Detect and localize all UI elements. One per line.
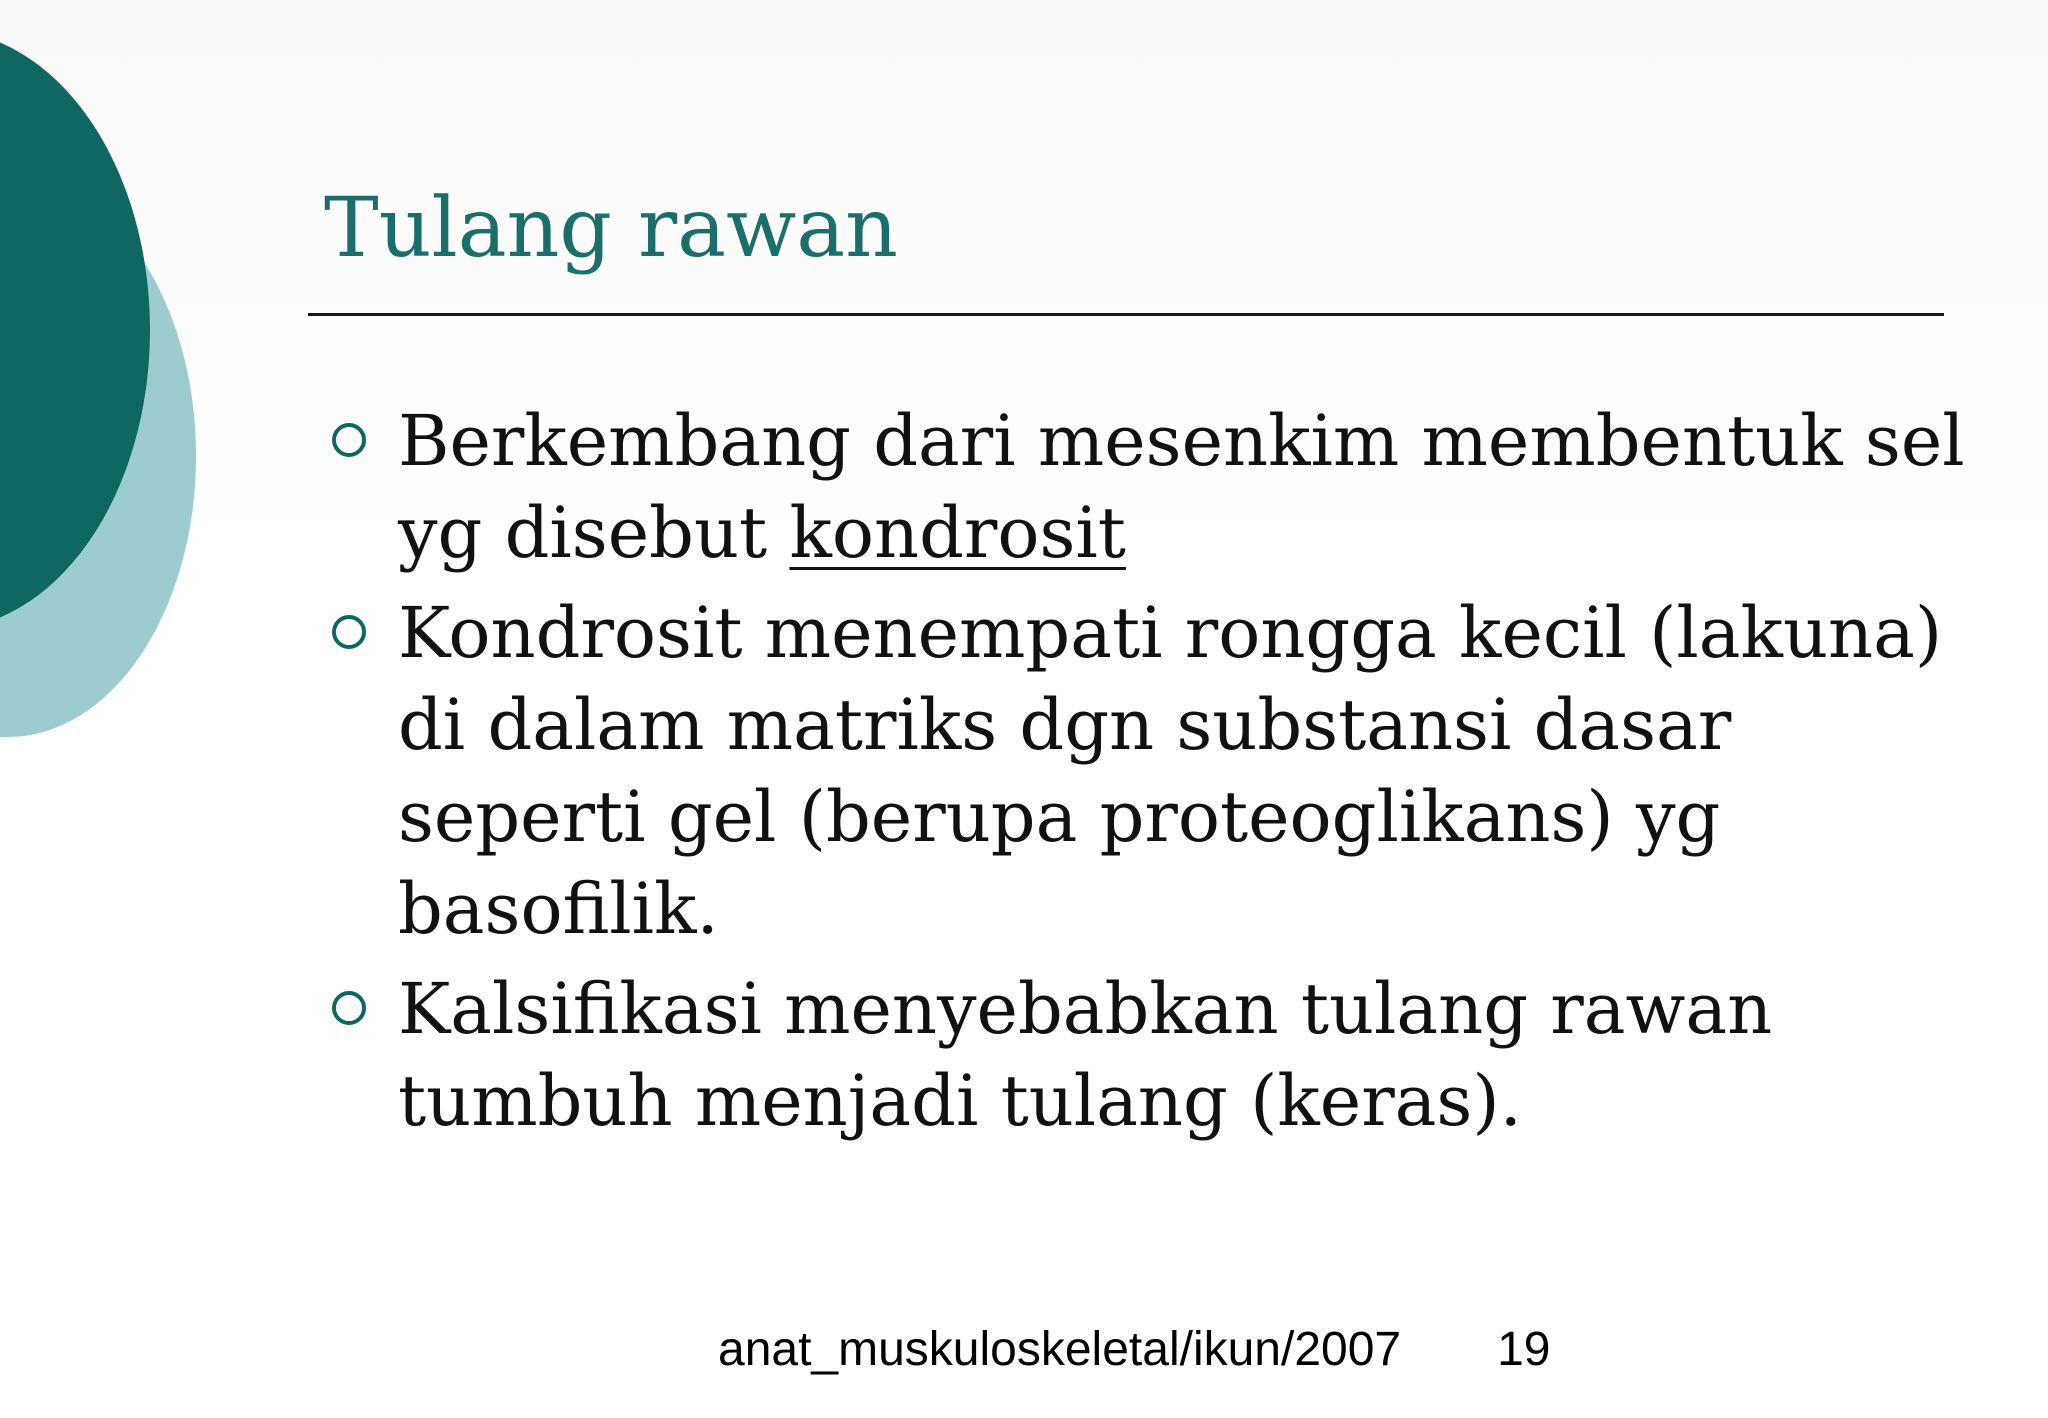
slide-footer [718,1322,1551,1377]
footer-source: anat_muskuloskeletal/ikun/2007 [718,1323,1402,1376]
bullet-item-2 [330,587,1970,955]
slide-title: Tulang rawan [324,181,898,276]
hollow-circle-bullet-icon [332,423,366,457]
hollow-circle-bullet-icon [332,991,366,1025]
bullet-text: Kondrosit menempati rongga kecil (lakuna) di dalam matriks dgn substansi dasar seperti gel (berupa proteoglikans) yg basofilik. [398,592,1943,950]
bullet-item-3 [330,963,1970,1147]
bullet-list [330,395,1970,1155]
title-divider [308,313,1944,316]
hollow-circle-bullet-icon [332,615,366,649]
bullet-text: Berkembang dari mesenkim membentuk sel yg disebut [398,400,1965,574]
page-number: 19 [1497,1323,1551,1376]
bullet-text: Kalsifikasi menyebabkan tulang rawan tumbuh menjadi tulang (keras). [398,968,1773,1142]
bullet-item-1 [330,395,1970,579]
underlined-term: kondrosit [789,492,1126,574]
